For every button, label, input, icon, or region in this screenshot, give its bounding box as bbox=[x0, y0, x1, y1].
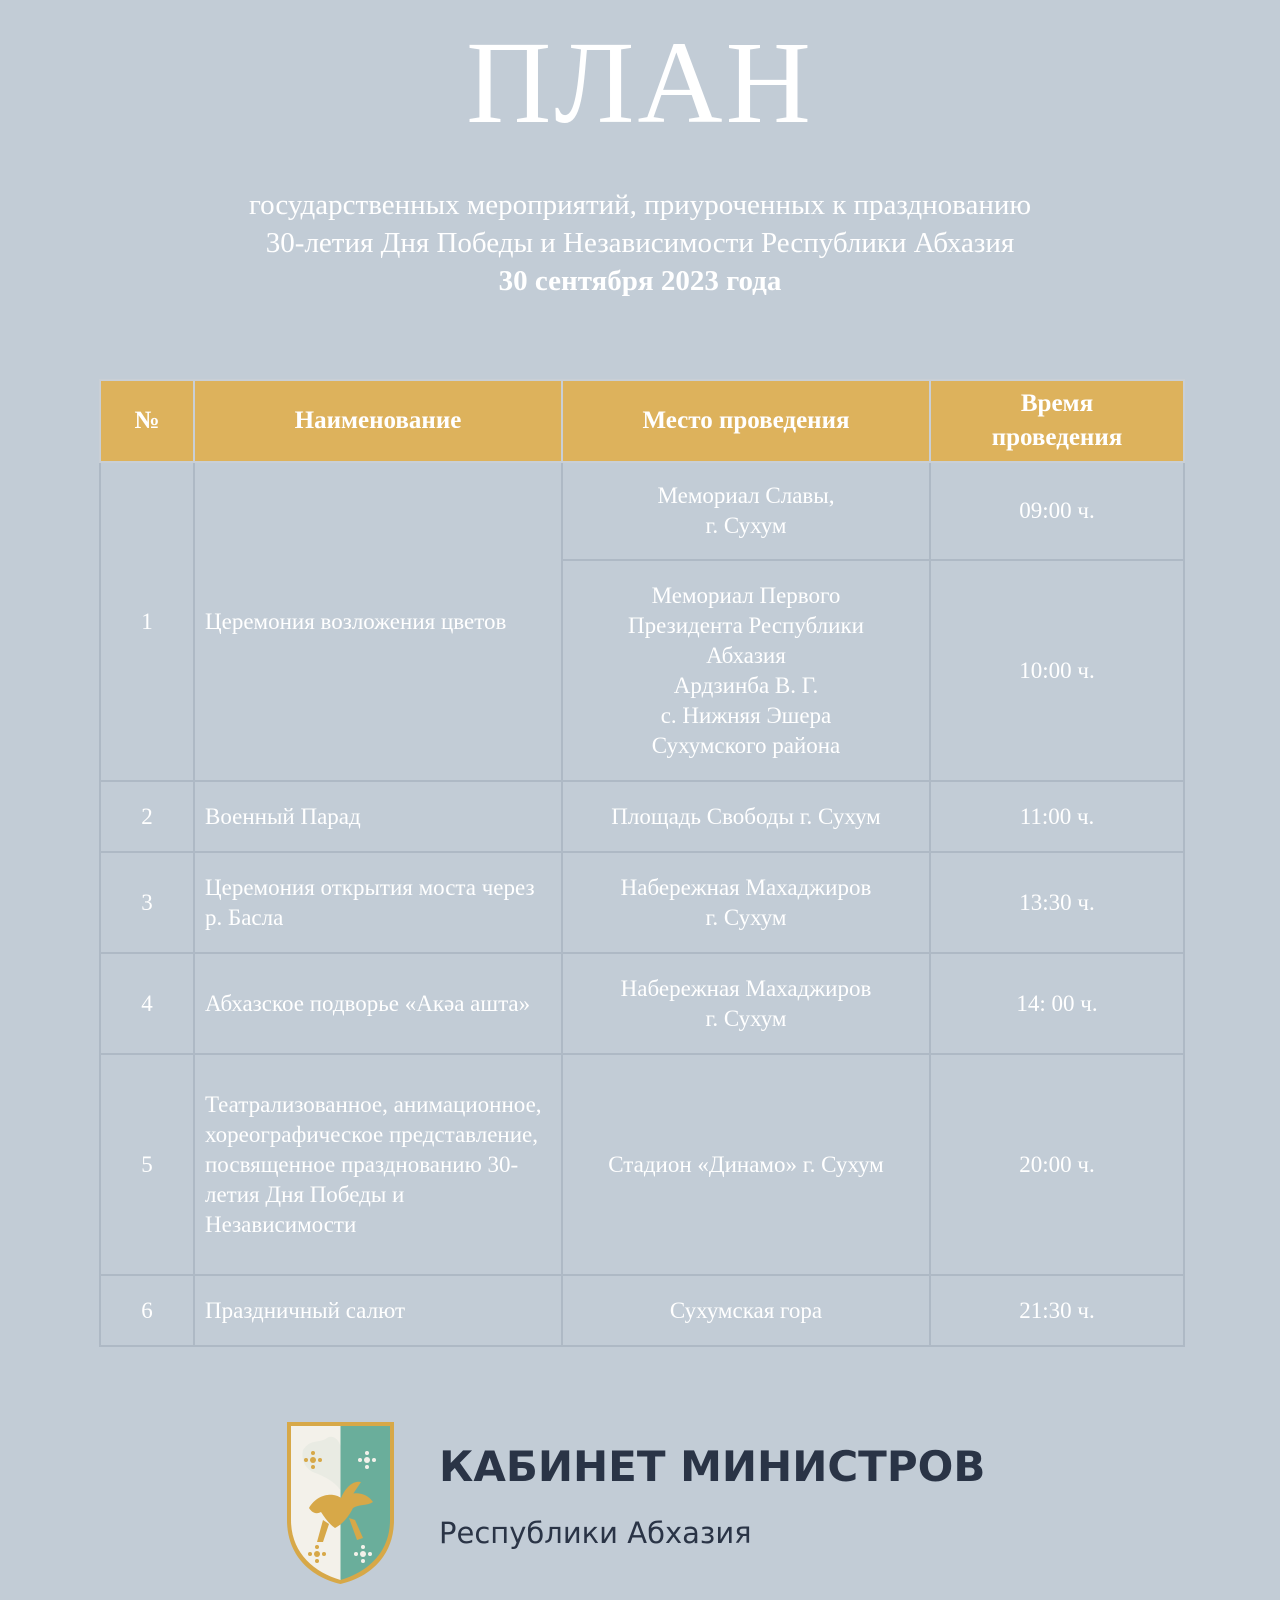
footer-branding bbox=[283, 1420, 1043, 1590]
row-name: Театрализованное, анимационное, хореографическое представление, посвященное празднованию 30-летия Дня Победы и Независимости bbox=[194, 1054, 562, 1275]
org-subtitle: Республики Абхазия bbox=[439, 1516, 752, 1550]
row-name: Абхазское подворье «Акәа ашта» bbox=[194, 953, 562, 1054]
row-time: 14: 00 ч. bbox=[930, 953, 1184, 1054]
row-place: Набережная Махаджиров г. Сухум bbox=[562, 852, 930, 953]
row-name: Праздничный салют bbox=[194, 1275, 562, 1346]
row-num: 3 bbox=[100, 852, 194, 953]
row-place: Мемориал Славы, г. Сухум bbox=[562, 462, 930, 560]
row-name: Церемония открытия моста через р. Басла bbox=[194, 852, 562, 953]
row-time: 09:00 ч. bbox=[930, 462, 1184, 560]
row-time: 10:00 ч. bbox=[930, 560, 1184, 781]
header-name: Наименование bbox=[194, 380, 562, 462]
row-place: Набережная Махаджиров г. Сухум bbox=[562, 953, 930, 1054]
row-time: 20:00 ч. bbox=[930, 1054, 1184, 1275]
row-place: Стадион «Динамо» г. Сухум bbox=[562, 1054, 930, 1275]
row-num: 2 bbox=[100, 781, 194, 852]
row-name: Военный Парад bbox=[194, 781, 562, 852]
header-time bbox=[930, 380, 1184, 462]
header-num: № bbox=[100, 380, 194, 462]
table-row bbox=[100, 781, 1184, 852]
table-row bbox=[100, 1275, 1184, 1346]
abkhazia-emblem-icon bbox=[283, 1420, 398, 1585]
subtitle-line-2: 30-летия Дня Победы и Независимости Республики Абхазия bbox=[265, 227, 1015, 259]
table-header-row bbox=[100, 380, 1184, 462]
table-row bbox=[100, 462, 1184, 560]
subtitle-line-1: государственных мероприятий, приуроченных к празднованию bbox=[248, 189, 1032, 221]
table-row bbox=[100, 953, 1184, 1054]
table-row bbox=[100, 852, 1184, 953]
row-num: 4 bbox=[100, 953, 194, 1054]
document-subtitle bbox=[0, 186, 1280, 300]
table-row bbox=[100, 1054, 1184, 1275]
row-num: 6 bbox=[100, 1275, 194, 1346]
header-place: Место проведения bbox=[562, 380, 930, 462]
header-time-line-2: проведения bbox=[991, 424, 1123, 451]
row-place: Сухумская гора bbox=[562, 1275, 930, 1346]
row-num: 5 bbox=[100, 1054, 194, 1275]
row-place: Мемориал Первого Президента Республики Абхазия Ардзинба В. Г. с. Нижняя Эшера Сухумского района bbox=[562, 560, 930, 781]
header-time-line-1: Время bbox=[1020, 390, 1094, 417]
row-time: 11:00 ч. bbox=[930, 781, 1184, 852]
page-title: ПЛАН bbox=[466, 17, 814, 148]
row-time: 21:30 ч. bbox=[930, 1275, 1184, 1346]
row-num: 1 bbox=[100, 462, 194, 781]
row-place: Площадь Свободы г. Сухум bbox=[562, 781, 930, 852]
events-table bbox=[99, 379, 1185, 1347]
event-date: 30 сентября 2023 года bbox=[498, 265, 782, 297]
org-title: КАБИНЕТ МИНИСТРОВ bbox=[439, 1442, 986, 1491]
row-name: Церемония возложения цветов bbox=[194, 462, 562, 781]
row-time: 13:30 ч. bbox=[930, 852, 1184, 953]
